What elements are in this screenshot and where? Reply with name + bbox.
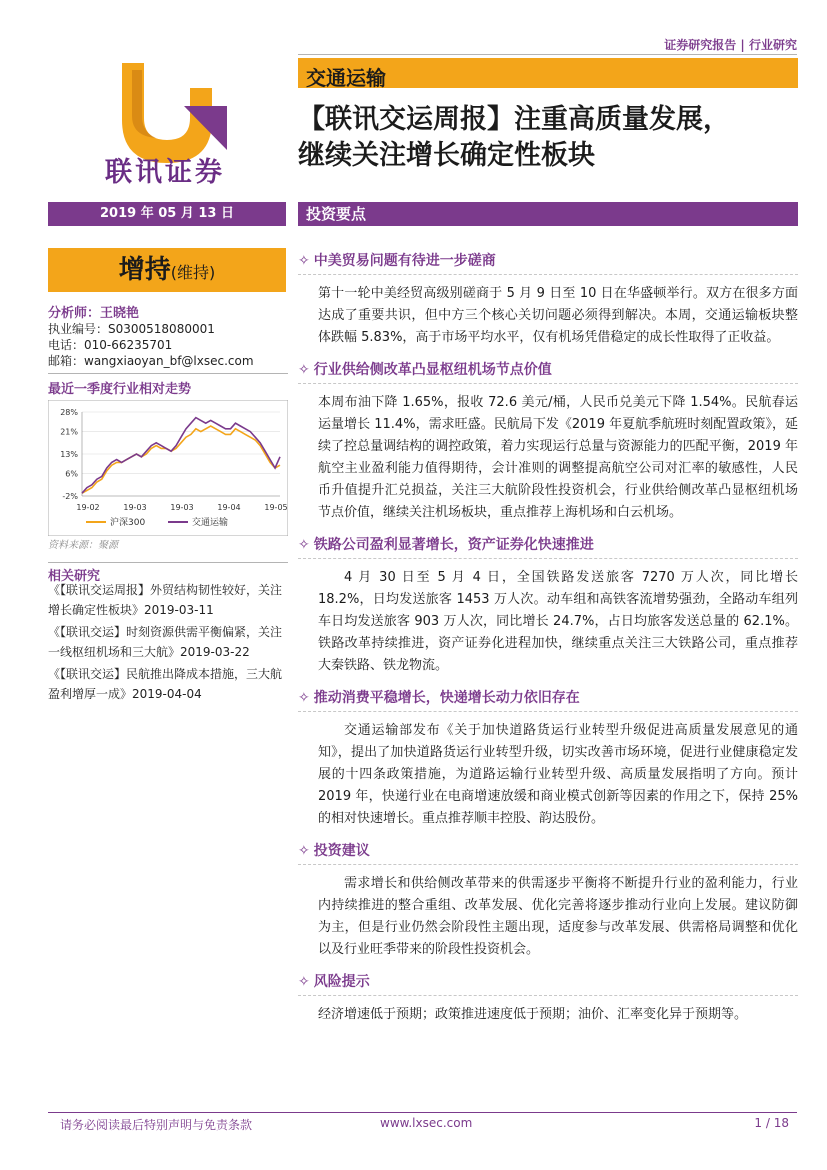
x-tick-label: 19-04 — [217, 503, 241, 512]
rating-value: 增持 — [118, 255, 171, 285]
section-express — [298, 687, 798, 830]
y-tick-label: 13% — [60, 450, 78, 459]
section-body: 第十一轮中美经贸高级别磋商于 5 月 9 日至 10 日在华盛顿举行。双方在很多方面达成了重要共识，但中方三个核心关切问题必须得到解决。本周，交通运输板块整体跌幅 5.83%，高于市场平均水平，仅有机场凭借稳定的成长性取得了正收益。 — [318, 286, 798, 345]
section-body: 本周布油下降 1.65%，报收 72.6 美元/桶，人民币兑美元下降 1.54%。民航春运运量增长 11.4%，需求旺盛。民航局下发《2019 年夏航季航班时刻配置政策》，延续了控总量调结构的调控政策，着力实现运行总量与资源能力的匹配平衡，2019 年航空主业盈利能力值得期待，会计准则的调整提高航空公司对汇率的敏感性，人民币升值提升汇兑损益，关注三大航阶段性投资机会，行业供给侧改革凸显枢纽机场节点价值，继续关注机场板块，重点推荐上海机场和白云机场。 — [318, 395, 798, 520]
section-advice — [298, 840, 798, 961]
related-research-item[interactable]: 《【联讯交运】民航推出降成本措施，三大航盈利增厚一成》2019-04-04 — [48, 667, 283, 701]
report-title — [298, 102, 808, 174]
x-tick-label: 19-03 — [170, 503, 194, 512]
legend-label: 交通运输 — [192, 518, 229, 528]
footer-website[interactable]: www.lxsec.com — [380, 1116, 473, 1130]
section-title: ✧ 铁路公司盈利显著增长，资产证券化快速推进 — [298, 534, 798, 559]
report-type-label: 证券研究报告 | 行业研究 — [664, 38, 797, 52]
chart-source: 资料来源：聚源 — [48, 540, 118, 551]
section-title: ✧ 行业供给侧改革凸显枢纽机场节点价值 — [298, 359, 798, 384]
analyst-name: 分析师：王晓艳 — [48, 306, 140, 321]
analyst-license: 执业编号：S0300518080001 — [48, 322, 215, 336]
related-research-item[interactable]: 《【联讯交运周报】外贸结构韧性较好，关注增长确定性板块》2019-03-11 — [48, 583, 283, 617]
logo-text: 联讯证券 — [105, 157, 225, 188]
section-body: 经济增速低于预期；政策推进速度低于预期；油价、汇率变化异于预期等。 — [318, 1007, 748, 1022]
x-tick-label: 19-05 — [264, 503, 288, 512]
section-risk — [298, 971, 798, 1026]
relative-trend-chart — [48, 400, 288, 536]
diamond-icon: ✧ — [298, 362, 310, 378]
footer-rule — [48, 1112, 797, 1113]
divider — [48, 373, 288, 374]
related-research-list — [48, 580, 288, 706]
sector-banner — [298, 58, 798, 88]
section-body: 交通运输部发布《关于加快道路货运行业转型升级促进高质量发展意见的通知》，提出了加快道路货运行业转型升级，切实改善市场环境，促进行业健康稳定发展的十四条政策措施，为道路运输行业转型升级、高质量发展指明了方向。预计 2019 年，快递行业在电商增速放缓和商业模式创新等因素的作用之下，保持 25% 的相对快速增长。重点推荐顺丰控股、韵达股份。 — [318, 723, 798, 826]
summary-label: 投资要点 — [306, 205, 367, 223]
diamond-icon: ✧ — [298, 974, 310, 990]
diamond-icon: ✧ — [298, 690, 310, 706]
title-line-2: 继续关注增长确定性板块 — [298, 140, 595, 171]
legend-label: 沪深300 — [110, 518, 146, 528]
chart-section-title: 最近一季度行业相对走势 — [48, 382, 192, 397]
section-title: ✧ 风险提示 — [298, 971, 798, 996]
rating-note: (维持) — [170, 263, 216, 282]
analyst-phone: 电话：010-66235701 — [48, 338, 173, 352]
section-body: 4 月 30 日至 5 月 4 日，全国铁路发送旅客 7270 万人次，同比增长 18.2%，日均发送旅客 1453 万人次。动车组和高铁客流增势强劲，全路动车组列车日均发送旅客 903 万人次，同比增长 24.7%，占日均旅客发送总量的 62.1%。铁路改革持续推进，资产证券化进程加快，继续重点关注三大铁路公司，重点推荐大秦铁路、铁龙物流。 — [318, 570, 798, 673]
title-line-1: 【联讯交运周报】注重高质量发展， — [298, 104, 730, 135]
chart-frame — [48, 400, 288, 536]
related-research-title: 相关研究 — [48, 569, 101, 584]
rating-box — [48, 248, 286, 292]
y-tick-label: 21% — [60, 427, 78, 437]
divider — [48, 562, 288, 563]
section-title: ✧ 中美贸易问题有待进一步磋商 — [298, 250, 798, 275]
section-title: ✧ 推动消费平稳增长，快递增长动力依旧存在 — [298, 687, 798, 712]
summary-banner — [298, 202, 798, 226]
diamond-icon: ✧ — [298, 253, 310, 269]
diamond-icon: ✧ — [298, 843, 310, 859]
investment-summary — [298, 250, 798, 1036]
footer-disclaimer[interactable]: 请务必阅读最后特别声明与免责条款 — [60, 1118, 253, 1132]
section-railway — [298, 534, 798, 677]
y-tick-label: 6% — [65, 469, 78, 479]
analyst-email[interactable]: 邮箱：wangxiaoyan_bf@lxsec.com — [48, 354, 254, 368]
section-aviation — [298, 359, 798, 524]
section-body: 需求增长和供给侧改革带来的供需逐步平衡将不断提升行业的盈利能力，行业内持续推进的整合重组、改革发展、优化完善将逐步推动行业向上发展。建议防御为主，但是行业仍然会阶段性主题出现，适度参与改革发展、供需格局调整和优化以及行业旺季带来的阶段性投资机会。 — [318, 876, 798, 957]
sector-label: 交通运输 — [306, 66, 386, 90]
diamond-icon: ✧ — [298, 537, 310, 553]
header-rule — [298, 54, 797, 55]
report-date: 2019 年 05 月 13 日 — [48, 202, 286, 226]
y-tick-label: -2% — [62, 492, 78, 501]
analyst-info — [48, 302, 288, 397]
section-title: ✧ 投资建议 — [298, 840, 798, 865]
x-tick-label: 19-03 — [123, 503, 147, 512]
page-number: 1 / 18 — [754, 1116, 789, 1130]
y-tick-label: 28% — [60, 408, 78, 417]
related-research-item[interactable]: 《【联讯交运】时刻资源供需平衡偏紧，关注一线枢纽机场和三大航》2019-03-22 — [48, 625, 283, 659]
section-trade — [298, 250, 798, 349]
x-tick-label: 19-02 — [76, 503, 100, 512]
